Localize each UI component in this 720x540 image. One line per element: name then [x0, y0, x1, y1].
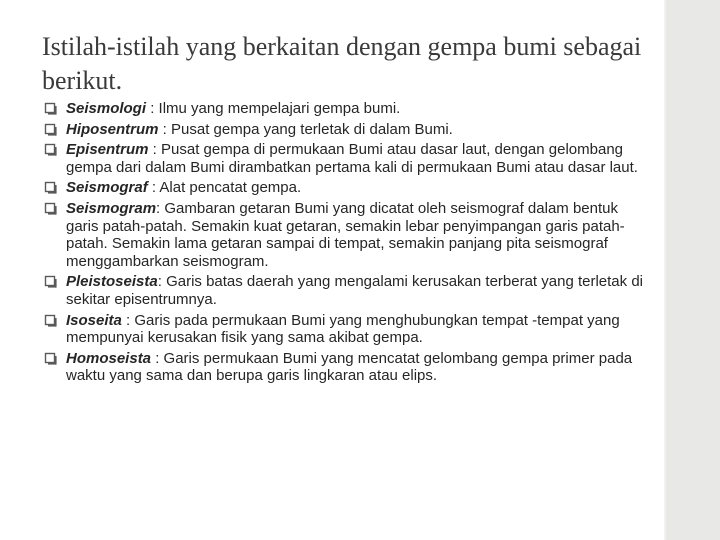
item-separator: :: [148, 141, 162, 159]
item-description: Garis permukaan Bumi yang mencatat gelombang gempa primer pada waktu yang sama dan berupa garis lingkaran atau elips.: [66, 349, 633, 385]
item-separator: :: [121, 311, 135, 329]
item-term: Pleistoseista: [66, 273, 158, 291]
item-term: Seismogram: [66, 199, 157, 217]
item-description: Garis pada permukaan Bumi yang menghubungkan tempat -tempat yang mempunyai kerusakan fisik yang sama akibat gempa.: [66, 311, 620, 347]
hollow-square-bullet-icon: [44, 352, 57, 365]
item-separator: :: [157, 273, 167, 291]
list-item: [44, 100, 644, 118]
item-separator: :: [156, 199, 165, 217]
hollow-square-bullet-icon: [44, 123, 57, 136]
item-description: Alat pencatat gempa.: [159, 179, 302, 197]
list-item: [44, 200, 644, 270]
list-item: [44, 121, 644, 139]
list-item: [44, 179, 644, 197]
item-description: Garis batas daerah yang mengalami kerusakan terberat yang terletak di sekitar episentrumnya.: [66, 273, 643, 308]
item-description: Ilmu yang mempelajari gempa bumi.: [158, 100, 401, 117]
item-description: Gambaran getaran Bumi yang dicatat oleh seismograf dalam bentuk garis patah-patah. Semakin kuat getaran, semakin lebar penyimpangan garis patah-patah. Semakin lama getaran sampai di tempat, semakin panjang pita seismograf menggambarkan seismogram.: [66, 199, 625, 270]
item-term: Seismograf: [66, 179, 148, 197]
hollow-square-bullet-icon: [44, 181, 57, 194]
item-term: Episentrum: [66, 141, 149, 159]
right-decorative-band: [666, 0, 720, 540]
hollow-square-bullet-icon: [44, 102, 57, 115]
item-separator: :: [146, 100, 159, 117]
item-separator: :: [158, 120, 172, 138]
hollow-square-bullet-icon: [44, 202, 57, 215]
item-term: Hiposentrum: [66, 120, 159, 138]
list-item: [44, 350, 644, 385]
hollow-square-bullet-icon: [44, 275, 57, 288]
term-list: [44, 100, 644, 388]
item-description: Pusat gempa di permukaan Bumi atau dasar laut, dengan gelombang gempa dari dalam Bumi dirambatkan pertama kali di permukaan Bumi atau dasar laut.: [66, 141, 638, 176]
list-item: [44, 273, 644, 308]
item-term: Isoseita: [66, 311, 122, 329]
item-term: Seismologi: [66, 100, 147, 117]
item-separator: :: [147, 179, 160, 197]
item-separator: :: [151, 349, 164, 367]
list-item: [44, 312, 644, 347]
hollow-square-bullet-icon: [44, 143, 57, 156]
item-term: Homoseista: [66, 349, 152, 367]
slide-title: Istilah-istilah yang berkaitan dengan gempa bumi sebagai berikut.: [42, 32, 642, 95]
list-item: [44, 141, 644, 176]
hollow-square-bullet-icon: [44, 314, 57, 327]
item-description: Pusat gempa yang terletak di dalam Bumi.: [171, 120, 453, 138]
